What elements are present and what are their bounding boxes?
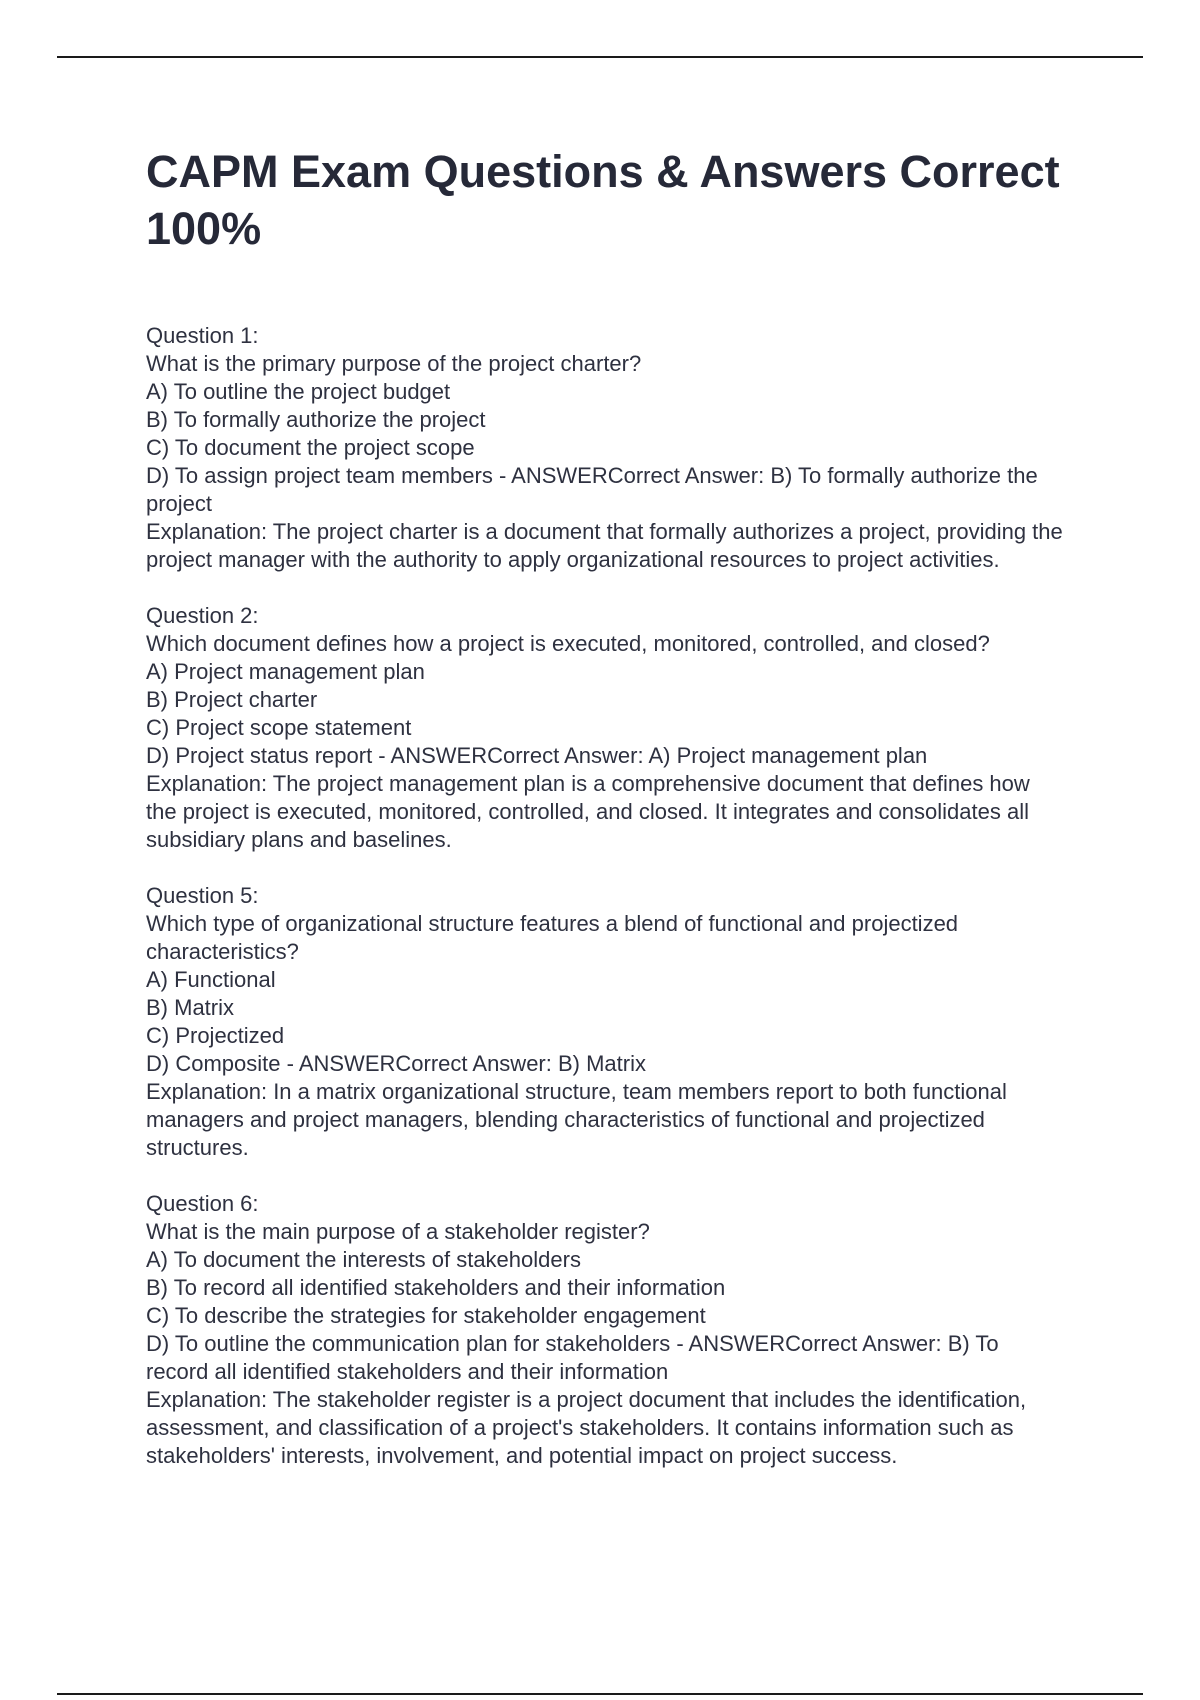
answer-option-with-correct-answer: D) Project status report - ANSWERCorrect Answer: A) Project management plan — [146, 743, 928, 768]
question-heading: Question 1: — [146, 323, 259, 348]
answer-option: C) To document the project scope — [146, 435, 475, 460]
answer-option-with-correct-answer: D) Composite - ANSWERCorrect Answer: B) Matrix — [146, 1051, 646, 1076]
answer-explanation: Explanation: In a matrix organizational structure, team members report to both functional managers and project managers, blending characteristics of functional and projectized structures. — [146, 1079, 1007, 1160]
answer-explanation: Explanation: The project management plan is a comprehensive document that defines how the project is executed, monitored, controlled, and closed. It integrates and consolidates all subsidiary plans and baselines. — [146, 771, 1030, 852]
document-title: CAPM Exam Questions & Answers Correct 100% — [146, 146, 1060, 254]
answer-option: B) To record all identified stakeholders and their information — [146, 1275, 726, 1300]
question-block — [146, 882, 1066, 1162]
question-heading: Question 5: — [146, 883, 259, 908]
bottom-divider — [57, 1693, 1143, 1695]
answer-option: B) Matrix — [146, 995, 234, 1020]
question-prompt: What is the main purpose of a stakeholder register? — [146, 1219, 650, 1244]
answer-option: A) Project management plan — [146, 659, 425, 684]
answer-option: A) To outline the project budget — [146, 379, 451, 404]
answer-option: B) Project charter — [146, 687, 318, 712]
answer-option: C) To describe the strategies for stakeholder engagement — [146, 1303, 706, 1328]
answer-option: C) Projectized — [146, 1023, 285, 1048]
question-block — [146, 322, 1066, 574]
question-prompt: Which document defines how a project is executed, monitored, controlled, and closed? — [146, 631, 990, 656]
question-list — [146, 322, 1066, 1470]
top-divider — [57, 56, 1143, 58]
question-prompt: Which type of organizational structure features a blend of functional and projectized characteristics? — [146, 911, 959, 964]
answer-option: A) To document the interests of stakeholders — [146, 1247, 581, 1272]
question-heading: Question 6: — [146, 1191, 259, 1216]
question-block — [146, 1190, 1066, 1470]
answer-option: A) Functional — [146, 967, 276, 992]
answer-option: B) To formally authorize the project — [146, 407, 486, 432]
answer-explanation: Explanation: The stakeholder register is a project document that includes the identification, assessment, and classification of a project's stakeholders. It contains information such as stakeholders' interests, involvement, and potential impact on project success. — [146, 1387, 1027, 1468]
document-body — [146, 143, 1066, 1498]
answer-option-with-correct-answer: D) To outline the communication plan for stakeholders - ANSWERCorrect Answer: B) To record all identified stakeholders and their information — [146, 1331, 999, 1384]
question-block — [146, 602, 1066, 854]
answer-explanation: Explanation: The project charter is a document that formally authorizes a project, providing the project manager with the authority to apply organizational resources to project activities. — [146, 519, 1063, 572]
answer-option-with-correct-answer: D) To assign project team members - ANSWERCorrect Answer: B) To formally authorize the project — [146, 463, 1038, 516]
answer-option: C) Project scope statement — [146, 715, 412, 740]
question-heading: Question 2: — [146, 603, 259, 628]
question-prompt: What is the primary purpose of the project charter? — [146, 351, 642, 376]
